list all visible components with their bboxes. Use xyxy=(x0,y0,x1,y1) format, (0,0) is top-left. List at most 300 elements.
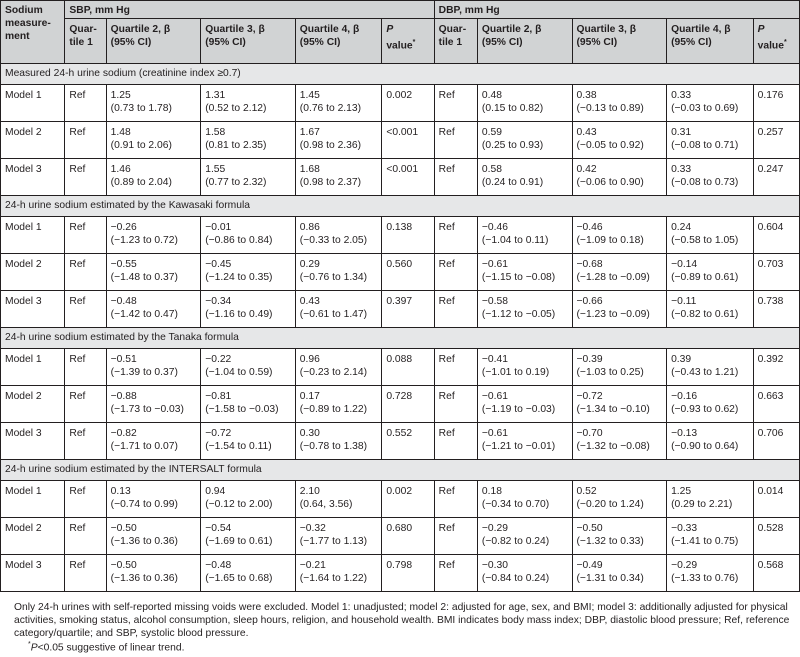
dbp-q3-cell xyxy=(572,217,667,254)
sbp-p-value: 0.798 xyxy=(382,555,434,592)
ci-range: (0.24 to 0.91) xyxy=(481,177,544,188)
note-mark: * xyxy=(28,641,31,648)
ci-range: (−0.13 to 0.89) xyxy=(576,103,644,114)
beta-value: 1.31 xyxy=(205,90,226,101)
section-row xyxy=(1,64,800,85)
beta-value: −0.22 xyxy=(205,354,232,365)
ci-range: (−1.36 to 0.36) xyxy=(110,573,178,584)
sbp-q2-cell xyxy=(106,481,201,518)
model-label: Model 2 xyxy=(1,254,65,291)
beta-value: −0.50 xyxy=(576,523,603,534)
beta-value: −0.33 xyxy=(671,523,698,534)
sbp-p-value: <0.001 xyxy=(382,122,434,159)
dbp-p-value: 0.014 xyxy=(753,481,799,518)
beta-value: −0.29 xyxy=(671,560,698,571)
dbp-q3-cell xyxy=(572,159,667,196)
dbp-q4-cell xyxy=(667,159,754,196)
beta-value: 1.67 xyxy=(299,127,320,138)
ci-range: (−0.82 to 0.61) xyxy=(671,309,739,320)
beta-value: 0.96 xyxy=(299,354,320,365)
ci-range: (−1.19 to −0.03) xyxy=(481,404,556,415)
beta-value: 1.48 xyxy=(110,127,131,138)
header-sbp-q4: Quartile 4, β (95% CI) xyxy=(295,19,382,64)
dbp-q4-cell xyxy=(667,254,754,291)
beta-value: 1.68 xyxy=(299,164,320,175)
sbp-q4-cell xyxy=(295,254,382,291)
ci-range: (0.25 to 0.93) xyxy=(481,140,544,151)
dbp-q3-cell xyxy=(572,386,667,423)
sbp-q1-cell: Ref xyxy=(65,518,106,555)
dbp-p-value: 0.257 xyxy=(753,122,799,159)
section-row xyxy=(1,328,800,349)
beta-value: −0.54 xyxy=(205,523,232,534)
ci-range: (−0.43 to 1.21) xyxy=(671,367,739,378)
sbp-q1-cell: Ref xyxy=(65,291,106,328)
table-row xyxy=(1,481,800,518)
dbp-q1-cell: Ref xyxy=(434,291,477,328)
sbp-q3-cell xyxy=(201,217,296,254)
ci-range: (0.15 to 0.82) xyxy=(481,103,544,114)
beta-value: −0.48 xyxy=(205,560,232,571)
beta-value: 1.25 xyxy=(671,486,692,497)
beta-value: 0.52 xyxy=(576,486,597,497)
ci-range: (−0.93 to 0.62) xyxy=(671,404,739,415)
ci-range: (−0.82 to 0.24) xyxy=(481,536,550,547)
ci-range: (−0.06 to 0.90) xyxy=(576,177,644,188)
dbp-q4-cell xyxy=(667,85,754,122)
dbp-q3-cell xyxy=(572,291,667,328)
ci-range: (−1.41 to 0.75) xyxy=(671,536,739,547)
sbp-q1-cell: Ref xyxy=(65,254,106,291)
ci-range: (−0.20 to 1.24) xyxy=(576,499,644,510)
sbp-q2-cell xyxy=(106,555,201,592)
beta-value: −0.72 xyxy=(576,391,603,402)
beta-value: −0.88 xyxy=(110,391,137,402)
ci-range: (−0.89 to 0.61) xyxy=(671,272,739,283)
ci-range: (0.29 to 2.21) xyxy=(671,499,733,510)
sbp-p-value: 0.560 xyxy=(382,254,434,291)
sbp-p-value: <0.001 xyxy=(382,159,434,196)
header-dbp-q4: Quartile 4, β (95% CI) xyxy=(667,19,754,64)
dbp-p-value: 0.703 xyxy=(753,254,799,291)
sbp-q3-cell xyxy=(201,518,296,555)
ci-range: (−0.78 to 1.38) xyxy=(299,441,368,452)
ci-range: (−1.65 to 0.68) xyxy=(205,573,273,584)
dbp-q1-cell: Ref xyxy=(434,217,477,254)
table-body xyxy=(1,64,800,592)
p-footnote-mark: * xyxy=(412,39,416,46)
ci-range: (0.81 to 2.35) xyxy=(205,140,267,151)
ci-range: (−0.03 to 0.69) xyxy=(671,103,739,114)
dbp-q1-cell: Ref xyxy=(434,481,477,518)
ci-range: (0.77 to 2.32) xyxy=(205,177,267,188)
ci-range: (−0.34 to 0.70) xyxy=(481,499,550,510)
beta-value: −0.82 xyxy=(110,428,137,439)
beta-value: 0.30 xyxy=(299,428,320,439)
sbp-q2-cell xyxy=(106,386,201,423)
beta-value: 0.42 xyxy=(576,164,597,175)
note-p: P xyxy=(30,642,38,654)
sbp-q4-cell xyxy=(295,122,382,159)
sbp-q2-cell xyxy=(106,254,201,291)
beta-value: 0.31 xyxy=(671,127,692,138)
sbp-q2-cell xyxy=(106,349,201,386)
p-italic: P xyxy=(757,24,765,35)
beta-value: 0.24 xyxy=(671,222,692,233)
beta-value: −0.50 xyxy=(110,523,137,534)
model-label: Model 1 xyxy=(1,349,65,386)
beta-value: 1.55 xyxy=(205,164,226,175)
dbp-q4-cell xyxy=(667,481,754,518)
sbp-q3-cell xyxy=(201,423,296,460)
beta-value: 0.29 xyxy=(299,259,320,270)
sbp-q4-cell xyxy=(295,217,382,254)
beta-value: −0.21 xyxy=(299,560,326,571)
model-label: Model 3 xyxy=(1,555,65,592)
header-sbp-q2: Quartile 2, β (95% CI) xyxy=(106,19,201,64)
sbp-p-value: 0.728 xyxy=(382,386,434,423)
beta-value: −0.39 xyxy=(576,354,603,365)
beta-value: 0.58 xyxy=(481,164,502,175)
table-row xyxy=(1,518,800,555)
ci-range: (0.76 to 2.13) xyxy=(299,103,362,114)
ci-range: (−1.42 to 0.47) xyxy=(110,309,178,320)
ci-range: (−0.84 to 0.24) xyxy=(481,573,550,584)
dbp-q2-cell xyxy=(477,217,572,254)
beta-value: 0.38 xyxy=(576,90,597,101)
ci-range: (−1.54 to 0.11) xyxy=(205,441,272,452)
ci-range: (0.98 to 2.36) xyxy=(299,140,362,151)
table-row xyxy=(1,254,800,291)
section-row xyxy=(1,196,800,217)
sbp-q4-cell xyxy=(295,159,382,196)
beta-value: −0.45 xyxy=(205,259,232,270)
dbp-q2-cell xyxy=(477,159,572,196)
sbp-q3-cell xyxy=(201,291,296,328)
beta-value: −0.29 xyxy=(481,523,508,534)
dbp-q3-cell xyxy=(572,423,667,460)
dbp-q3-cell xyxy=(572,518,667,555)
model-label: Model 2 xyxy=(1,122,65,159)
table-row xyxy=(1,122,800,159)
dbp-q1-cell: Ref xyxy=(434,555,477,592)
beta-value: −0.32 xyxy=(299,523,326,534)
ci-range: (−1.04 to 0.11) xyxy=(481,235,549,246)
beta-value: −0.72 xyxy=(205,428,232,439)
dbp-q4-cell xyxy=(667,423,754,460)
section-title: 24-h urine sodium estimated by the INTERSALT formula xyxy=(1,460,800,481)
beta-value: 1.45 xyxy=(299,90,320,101)
beta-value: −0.26 xyxy=(110,222,137,233)
beta-value: −0.41 xyxy=(481,354,508,365)
beta-value: 0.17 xyxy=(299,391,320,402)
dbp-q1-cell: Ref xyxy=(434,518,477,555)
sbp-q4-cell xyxy=(295,291,382,328)
sbp-q4-cell xyxy=(295,555,382,592)
beta-value: −0.46 xyxy=(576,222,603,233)
beta-value: 0.33 xyxy=(671,164,692,175)
sbp-q2-cell xyxy=(106,291,201,328)
ci-range: (−0.61 to 1.47) xyxy=(299,309,368,320)
sbp-q3-cell xyxy=(201,386,296,423)
p-trend-note xyxy=(28,641,184,653)
dbp-q4-cell xyxy=(667,555,754,592)
sbp-p-value: 0.002 xyxy=(382,85,434,122)
ci-range: (−1.21 to −0.01) xyxy=(481,441,556,452)
beta-value: −0.30 xyxy=(481,560,508,571)
ci-range: (−0.08 to 0.71) xyxy=(671,140,739,151)
beta-value: −0.13 xyxy=(671,428,698,439)
ci-range: (−1.24 to 0.35) xyxy=(205,272,273,283)
dbp-q4-cell xyxy=(667,217,754,254)
beta-value: −0.58 xyxy=(481,296,508,307)
beta-value: 0.13 xyxy=(110,486,131,497)
ci-range: (0.89 to 2.04) xyxy=(110,177,172,188)
sbp-q1-cell: Ref xyxy=(65,386,106,423)
ci-range: (−0.58 to 1.05) xyxy=(671,235,739,246)
beta-value: −0.66 xyxy=(576,296,603,307)
beta-value: −0.34 xyxy=(205,296,232,307)
sbp-p-value: 0.680 xyxy=(382,518,434,555)
dbp-q1-cell: Ref xyxy=(434,423,477,460)
ci-range: (−0.89 to 1.22) xyxy=(299,404,368,415)
model-label: Model 3 xyxy=(1,159,65,196)
table-row xyxy=(1,555,800,592)
sbp-p-value: 0.088 xyxy=(382,349,434,386)
ci-range: (−1.03 to 0.25) xyxy=(576,367,644,378)
sbp-p-value: 0.397 xyxy=(382,291,434,328)
beta-value: −0.01 xyxy=(205,222,232,233)
section-title: 24-h urine sodium estimated by the Kawasaki formula xyxy=(1,196,800,217)
table-row xyxy=(1,349,800,386)
dbp-q1-cell: Ref xyxy=(434,254,477,291)
dbp-p-value: 0.706 xyxy=(753,423,799,460)
model-label: Model 2 xyxy=(1,518,65,555)
dbp-q2-cell xyxy=(477,555,572,592)
table-row xyxy=(1,217,800,254)
beta-value: −0.51 xyxy=(110,354,137,365)
section-row xyxy=(1,460,800,481)
sbp-q2-cell xyxy=(106,159,201,196)
ci-range: (−0.08 to 0.73) xyxy=(671,177,739,188)
beta-value: −0.11 xyxy=(671,296,697,307)
dbp-q2-cell xyxy=(477,122,572,159)
model-label: Model 2 xyxy=(1,386,65,423)
ci-range: (−1.64 to 1.22) xyxy=(299,573,368,584)
header-dbp-q2: Quartile 2, β (95% CI) xyxy=(477,19,572,64)
beta-value: 0.86 xyxy=(299,222,320,233)
sbp-q1-cell: Ref xyxy=(65,555,106,592)
sbp-q4-cell xyxy=(295,349,382,386)
dbp-q4-cell xyxy=(667,349,754,386)
header-sbp-q3: Quartile 3, β (95% CI) xyxy=(201,19,296,64)
p-value-label: value xyxy=(386,40,413,52)
beta-value: −0.14 xyxy=(671,259,698,270)
beta-value: −0.16 xyxy=(671,391,698,402)
beta-value: 1.25 xyxy=(110,90,131,101)
footnote-text: Only 24-h urines with self-reported missing voids were excluded. Model 1: unadjusted; model 2: adjusted for age, sex, and BMI; model 3: additionally adjusted for physical activities, smoking status, alcohol consumption, sleep hours, religion, and household wealth. BMI indicates body mass index; DBP, diastolic blood pressure; Ref, reference category/quartile; and SBP, systolic blood pressure. xyxy=(14,602,790,639)
ci-range: (−1.04 to 0.59) xyxy=(205,367,273,378)
table-row xyxy=(1,159,800,196)
model-label: Model 1 xyxy=(1,85,65,122)
ci-range: (−0.76 to 1.34) xyxy=(299,272,368,283)
ci-range: (−1.12 to −0.05) xyxy=(481,309,556,320)
beta-value: 0.43 xyxy=(299,296,320,307)
sbp-q1-cell: Ref xyxy=(65,159,106,196)
ci-range: (−1.77 to 1.13) xyxy=(299,536,368,547)
ci-range: (−1.58 to −0.03) xyxy=(205,404,279,415)
sbp-p-value: 0.138 xyxy=(382,217,434,254)
header-dbp: DBP, mm Hg xyxy=(434,1,799,19)
dbp-q3-cell xyxy=(572,122,667,159)
table-footnote xyxy=(14,601,796,642)
dbp-q3-cell xyxy=(572,85,667,122)
table-row xyxy=(1,423,800,460)
p-value-label: value xyxy=(757,40,784,52)
sbp-q4-cell xyxy=(295,386,382,423)
ci-range: (−1.31 to 0.34) xyxy=(576,573,644,584)
ci-range: (−1.15 to −0.08) xyxy=(481,272,556,283)
sbp-p-value: 0.002 xyxy=(382,481,434,518)
dbp-q1-cell: Ref xyxy=(434,349,477,386)
dbp-p-value: 0.392 xyxy=(753,349,799,386)
header-sbp-p xyxy=(382,19,434,64)
dbp-q4-cell xyxy=(667,518,754,555)
ci-range: (−1.34 to −0.10) xyxy=(576,404,650,415)
ci-range: (−1.32 to 0.33) xyxy=(576,536,644,547)
header-dbp-q3: Quartile 3, β (95% CI) xyxy=(572,19,667,64)
ci-range: (−1.73 to −0.03) xyxy=(110,404,184,415)
dbp-q2-cell xyxy=(477,518,572,555)
sbp-q1-cell: Ref xyxy=(65,217,106,254)
header-sbp-q1: Quar-tile 1 xyxy=(65,19,106,64)
beta-value: 1.46 xyxy=(110,164,131,175)
beta-value: −0.81 xyxy=(205,391,232,402)
sbp-q3-cell xyxy=(201,254,296,291)
sbp-q4-cell xyxy=(295,85,382,122)
beta-value: −0.46 xyxy=(481,222,508,233)
dbp-q4-cell xyxy=(667,291,754,328)
sbp-q3-cell xyxy=(201,481,296,518)
beta-value: −0.50 xyxy=(110,560,137,571)
sbp-q3-cell xyxy=(201,85,296,122)
dbp-q4-cell xyxy=(667,122,754,159)
dbp-q2-cell xyxy=(477,349,572,386)
dbp-p-value: 0.247 xyxy=(753,159,799,196)
dbp-q4-cell xyxy=(667,386,754,423)
section-title: 24-h urine sodium estimated by the Tanaka formula xyxy=(1,328,800,349)
sbp-q2-cell xyxy=(106,122,201,159)
beta-value: 0.39 xyxy=(671,354,692,365)
dbp-q3-cell xyxy=(572,254,667,291)
beta-value: −0.61 xyxy=(481,391,508,402)
ci-range: (0.98 to 2.37) xyxy=(299,177,362,188)
beta-value: 0.43 xyxy=(576,127,597,138)
ci-range: (−0.74 to 0.99) xyxy=(110,499,178,510)
ci-range: (0.52 to 2.12) xyxy=(205,103,267,114)
dbp-q3-cell xyxy=(572,349,667,386)
sbp-q4-cell xyxy=(295,481,382,518)
ci-range: (−1.16 to 0.49) xyxy=(205,309,273,320)
ci-range: (−1.48 to 0.37) xyxy=(110,272,178,283)
ci-range: (−0.23 to 2.14) xyxy=(299,367,368,378)
sbp-q4-cell xyxy=(295,423,382,460)
ci-range: (−1.33 to 0.76) xyxy=(671,573,739,584)
dbp-q1-cell: Ref xyxy=(434,122,477,159)
ci-range: (0.73 to 1.78) xyxy=(110,103,172,114)
sbp-q4-cell xyxy=(295,518,382,555)
model-label: Model 1 xyxy=(1,481,65,518)
sbp-q1-cell: Ref xyxy=(65,423,106,460)
section-title: Measured 24-h urine sodium (creatinine index ≥0.7) xyxy=(1,64,800,85)
header-sbp: SBP, mm Hg xyxy=(65,1,434,19)
ci-range: (−0.86 to 0.84) xyxy=(205,235,273,246)
table-row xyxy=(1,291,800,328)
sbp-p-value: 0.552 xyxy=(382,423,434,460)
header-dbp-p xyxy=(753,19,799,64)
dbp-p-value: 0.604 xyxy=(753,217,799,254)
dbp-q3-cell xyxy=(572,481,667,518)
dbp-q2-cell xyxy=(477,423,572,460)
ci-range: (−0.05 to 0.92) xyxy=(576,140,644,151)
beta-value: 0.33 xyxy=(671,90,692,101)
ci-range: (−1.23 to 0.72) xyxy=(110,235,178,246)
ci-range: (−1.39 to 0.37) xyxy=(110,367,178,378)
beta-value: 0.48 xyxy=(481,90,502,101)
ci-range: (−0.90 to 0.64) xyxy=(671,441,739,452)
dbp-q1-cell: Ref xyxy=(434,386,477,423)
dbp-p-value: 0.528 xyxy=(753,518,799,555)
model-label: Model 3 xyxy=(1,423,65,460)
ci-range: (−0.33 to 2.05) xyxy=(299,235,368,246)
sbp-q1-cell: Ref xyxy=(65,85,106,122)
sbp-q3-cell xyxy=(201,122,296,159)
ci-range: (−1.36 to 0.36) xyxy=(110,536,178,547)
dbp-p-value: 0.568 xyxy=(753,555,799,592)
sbp-q1-cell: Ref xyxy=(65,122,106,159)
beta-value: −0.49 xyxy=(576,560,603,571)
table-row xyxy=(1,85,800,122)
header-dbp-q1: Quar-tile 1 xyxy=(434,19,477,64)
dbp-q2-cell xyxy=(477,386,572,423)
beta-value: 1.58 xyxy=(205,127,226,138)
ci-range: (−1.28 to −0.09) xyxy=(576,272,650,283)
beta-value: −0.61 xyxy=(481,428,508,439)
dbp-q2-cell xyxy=(477,85,572,122)
ci-range: (−1.71 to 0.07) xyxy=(110,441,178,452)
dbp-q1-cell: Ref xyxy=(434,85,477,122)
sbp-q2-cell xyxy=(106,85,201,122)
beta-value: −0.48 xyxy=(110,296,137,307)
p-footnote-mark: * xyxy=(783,39,787,46)
dbp-q3-cell xyxy=(572,555,667,592)
dbp-p-value: 0.176 xyxy=(753,85,799,122)
beta-value: 2.10 xyxy=(299,486,320,497)
dbp-p-value: 0.738 xyxy=(753,291,799,328)
ci-range: (−1.23 to −0.09) xyxy=(576,309,650,320)
beta-value: −0.70 xyxy=(576,428,603,439)
ci-range: (−0.12 to 2.00) xyxy=(205,499,273,510)
ci-range: (−1.32 to −0.08) xyxy=(576,441,650,452)
ci-range: (−1.01 to 0.19) xyxy=(481,367,550,378)
dbp-q2-cell xyxy=(477,291,572,328)
table-row xyxy=(1,386,800,423)
dbp-q2-cell xyxy=(477,481,572,518)
ci-range: (−1.09 to 0.18) xyxy=(576,235,644,246)
dbp-q2-cell xyxy=(477,254,572,291)
sbp-q3-cell xyxy=(201,349,296,386)
sbp-q3-cell xyxy=(201,555,296,592)
